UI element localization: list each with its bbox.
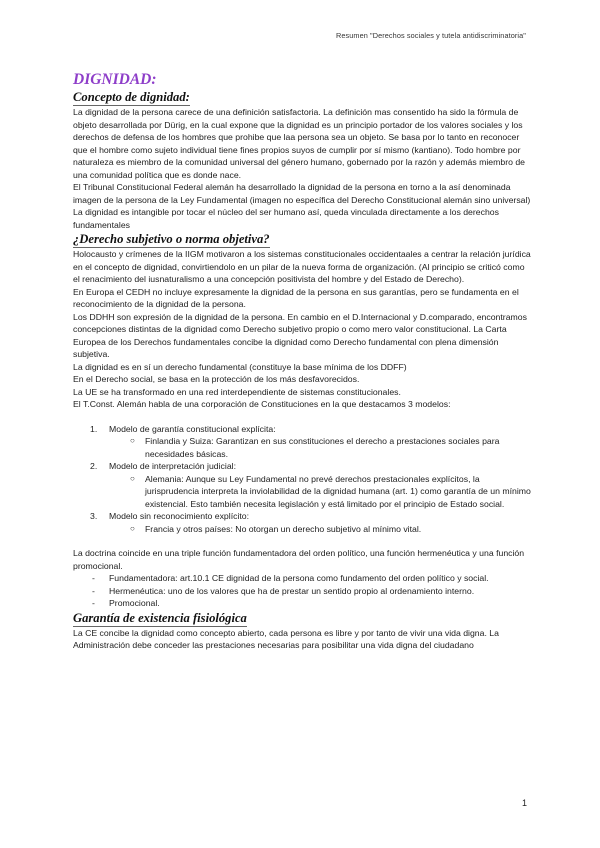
list-number: 3.	[90, 511, 98, 521]
dash-bullet: -	[92, 573, 95, 583]
sublist	[73, 523, 533, 536]
section-heading-concepto: Concepto de dignidad:	[73, 90, 190, 104]
section-heading-garantia: Garantía de existencia fisiológica	[73, 610, 247, 625]
sublist	[73, 473, 533, 511]
list-number: 2.	[90, 461, 98, 471]
sublist	[73, 435, 533, 460]
paragraph: La CE concibe la dignidad como concepto abierto, cada persona es libre y por tanto de vivir una vida digna. La Administración debe conceder las prestaciones necesarias para posibilitar una vida digna del ciudadano	[73, 627, 499, 650]
circle-bullet-icon: ○	[130, 473, 135, 483]
dash-bullet: -	[92, 598, 95, 608]
dash-bullet: -	[92, 585, 95, 596]
running-header: Resumen "Derechos sociales y tutela antidiscriminatoria"	[335, 31, 526, 40]
model-label: Modelo de interpretación judicial:	[109, 461, 237, 471]
page-number: 1	[521, 798, 527, 808]
list-item: - Promocional.	[92, 598, 160, 608]
paragraph: Holocausto y crímenes de la IIGM motivaron a los sistemas constitucionales occidentaales a centrar la relación jurídica en el concepto de dignidad, convirtiendolo en un pilar de la nueva forma de organización. (Al principio se criticó como el renacimiento del iusnaturalismo a una concepción positivista del hombre y del Estado de Derecho).	[73, 249, 531, 284]
page-content	[73, 70, 533, 652]
sublist-item: ○ Alemania: Aunque su Ley Fundamental no prevé derechos prestacionales explícitos, la jurisprudencia interpreta la inviolabilidad de la dignidad humana (art. 1) como garantía de un mínimo existencial. Esto también necesita legislación y está limitado por el principio de Estado social.	[130, 473, 531, 509]
paragraph: La UE se ha transformado en una red interdependiente de sistemas constitucionales.	[73, 386, 401, 397]
paragraph: El T.Const. Alemán habla de una corporación de Constituciones en la que destacamos 3 modelos:	[73, 399, 451, 409]
sublist-item: ○ Francia y otros países: No otorgan un derecho subjetivo al mínimo vital.	[130, 523, 422, 534]
models-list	[73, 423, 533, 536]
model-label: Modelo de garantía constitucional explícita:	[109, 423, 276, 434]
paragraph: La dignidad es intangible por tocar el núcleo del ser humano así, queda vinculada directamente a los derechos fundamentales	[73, 207, 499, 230]
list-item: - Hermenéutica: uno de los valores que ha de prestar un sentido propio al ordenamiento interno.	[92, 585, 475, 596]
list-item	[73, 460, 533, 473]
paragraph: En el Derecho social, se basa en la protección de los más desfavorecidos.	[73, 374, 360, 384]
paragraph: La doctrina coincide en una triple función fundamentadora del orden político, una función hermenéutica y una función promocional.	[73, 548, 525, 571]
model-label: Modelo sin reconocimiento explícito:	[109, 511, 250, 521]
sublist-item: ○ Finlandia y Suiza: Garantizan en sus constituciones el derecho a prestaciones sociales para necesidades básicas.	[130, 436, 500, 459]
paragraph: La dignidad de la persona carece de una definición satisfactoria. La definición mas consentido ha sido la fórmula de objeto desarrollada por Dürig, en la cual expone que la dignidad es un principio portador de los valores sociales y los derechos de defensa de los hombres que prohibe que laa persona sea un objeto. Se basa por lo tanto en reconocer que el hombre como sujeto individual tiene fines propios suyos de cumplir por sí mismo (kantiano). Todo hombre por naturaleza es miembro de la comunidad universal del género humano, gobernado por la razón y además miembro de una comunidad política que es donde nace.	[73, 107, 526, 180]
list-item	[73, 423, 533, 436]
paragraph: Los DDHH son expresión de la dignidad de la persona. En cambio en el D.Internacional y D.comparado, encontramos concepciones distintas de la dignidad como Derecho subjetivo propio o como mero valor constitucional. La Carta Europea de los Derechos fundamentales concibe la dignidad como Derecho fundamental con plena dimensión subjetiva.	[73, 311, 527, 359]
functions-list	[73, 572, 533, 610]
paragraph: La dignidad es en sí un derecho fundamental (constituye la base mínima de los DDFF)	[73, 361, 407, 372]
list-item: - Fundamentadora: art.10.1 CE dignidad de la persona como fundamento del orden político y social.	[92, 573, 489, 583]
paragraph: En Europa el CEDH no incluye expresamente la dignidad de la persona en sus garantías, pero se fundamenta en el reconocimiento de la dignidad de la persona.	[73, 286, 519, 309]
page-title: DIGNIDAD:	[73, 71, 157, 88]
paragraph: El Tribunal Constitucional Federal alemán ha desarrollado la dignidad de la persona en torno a la así denominada imagen de la persona de la Ley Fundamental (imagen no específica del Derecho Constitucional alemán sino universal)	[73, 182, 531, 205]
section-heading-derecho-subjetivo: ¿Derecho subjetivo o norma objetiva?	[73, 232, 270, 246]
circle-bullet-icon: ○	[130, 436, 135, 445]
circle-bullet-icon: ○	[130, 523, 135, 533]
list-item	[73, 510, 533, 523]
list-number: 1.	[90, 423, 98, 434]
